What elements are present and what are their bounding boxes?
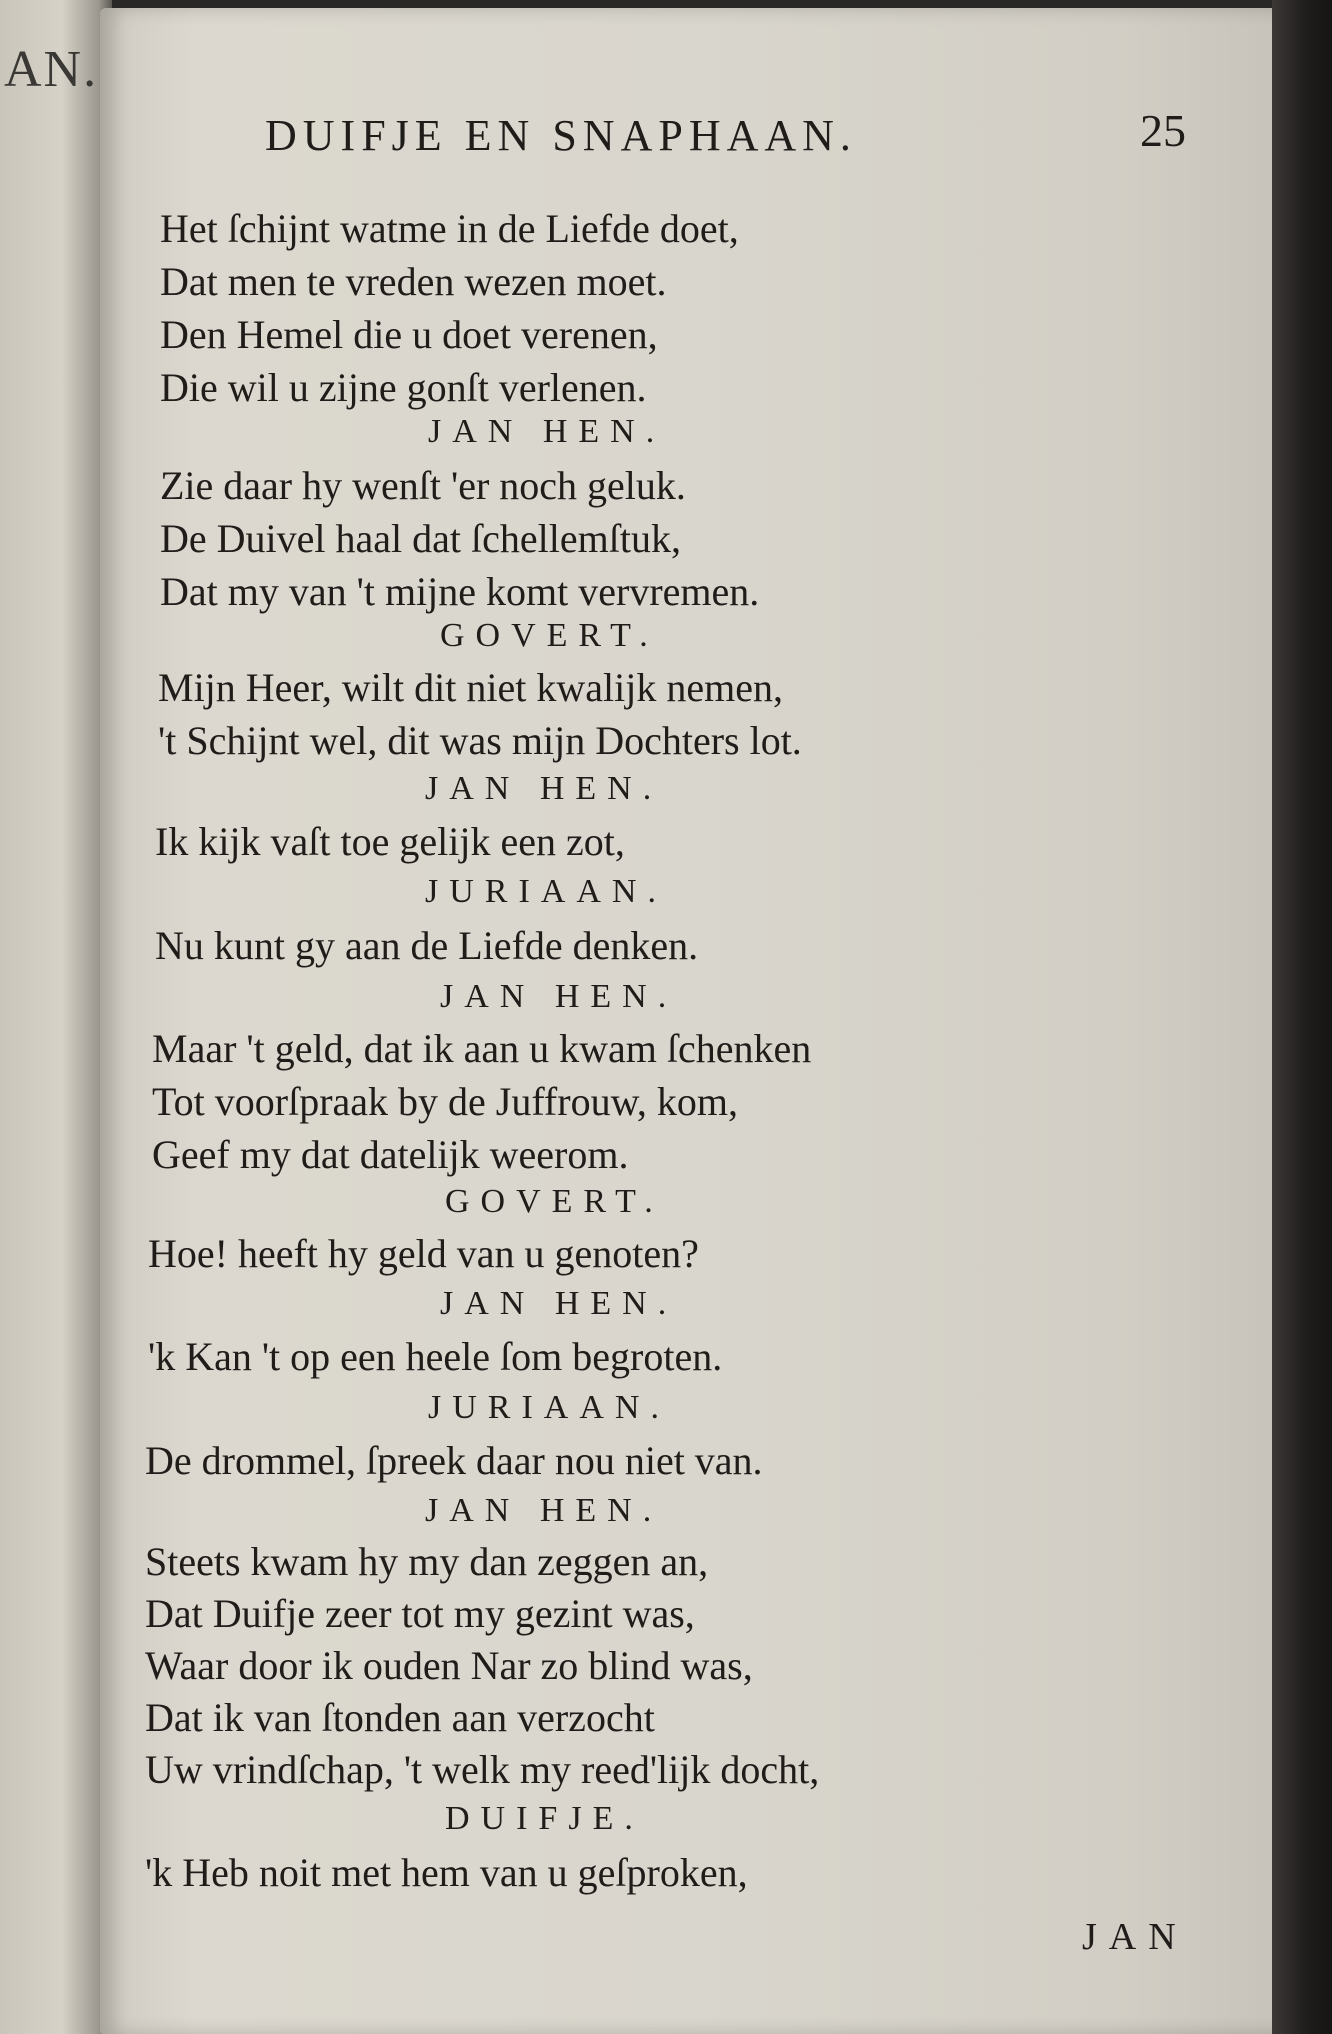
verse-line: Nu kunt gy aan de Liefde denken.	[155, 923, 699, 968]
verse-line: Mijn Heer, wilt dit niet kwalijk nemen,	[158, 665, 783, 710]
speaker-heading: JAN HEN.	[440, 1285, 678, 1322]
page-number: 25	[1140, 105, 1186, 156]
verse-line: De Duivel haal dat ſchellemſtuk,	[160, 516, 681, 561]
verse-line: Dat Duifje zeer tot my gezint was,	[145, 1591, 695, 1636]
verse-line: Dat ik van ſtonden aan verzocht	[145, 1695, 655, 1740]
speaker-heading: JAN HEN.	[425, 1492, 663, 1529]
speaker-heading: DUIFJE.	[445, 1800, 644, 1837]
verse-line: Hoe! heeft hy geld van u genoten?	[148, 1231, 699, 1276]
speaker-heading: JAN HEN.	[428, 413, 666, 450]
verse-line: 't Schijnt wel, dit was mijn Dochters lot.	[158, 718, 802, 763]
running-head: DUIFJE EN SNAPHAAN.	[265, 111, 857, 160]
speaker-heading: JAN HEN.	[440, 978, 678, 1015]
verse-line: 'k Kan 't op een heele ſom begroten.	[148, 1334, 723, 1379]
speaker-heading: GOVERT.	[440, 617, 659, 654]
speaker-heading: JURIAAN.	[428, 1389, 670, 1426]
verse-line: Dat my van 't mijne komt vervremen.	[160, 569, 760, 614]
verse-line: 'k Heb noit met hem van u geſproken,	[145, 1850, 748, 1895]
verse-line: Tot voorſpraak by de Juffrouw, kom,	[152, 1079, 738, 1124]
verse-line: Die wil u zijne gonſt verlenen.	[160, 365, 647, 410]
verse-line: Geef my dat datelijk weerom.	[152, 1132, 629, 1177]
verse-line: Waar door ik ouden Nar zo blind was,	[145, 1643, 753, 1688]
verse-line: Uw vrindſchap, 't welk my reed'lijk docht,	[145, 1747, 820, 1792]
speaker-heading: JURIAAN.	[425, 873, 667, 910]
speaker-heading: GOVERT.	[445, 1183, 664, 1220]
catchword: JAN	[1082, 1916, 1188, 1958]
verse-line: Maar 't geld, dat ik aan u kwam ſchenken	[152, 1026, 812, 1071]
verse-line: Den Hemel die u doet verenen,	[160, 312, 658, 357]
verse-line: Ik kijk vaſt toe gelijk een zot,	[155, 819, 625, 864]
verse-line: Zie daar hy wenſt 'er noch geluk.	[160, 463, 686, 508]
verse-line: Steets kwam hy my dan zeggen an,	[145, 1539, 709, 1584]
verse-line: Het ſchijnt watme in de Liefde doet,	[160, 206, 739, 251]
verse-line: Dat men te vreden wezen moet.	[160, 259, 667, 304]
previous-page-fragment: AN.	[4, 41, 99, 98]
speaker-heading: JAN HEN.	[425, 770, 663, 807]
verse-line: De drommel, ſpreek daar nou niet van.	[145, 1438, 763, 1483]
